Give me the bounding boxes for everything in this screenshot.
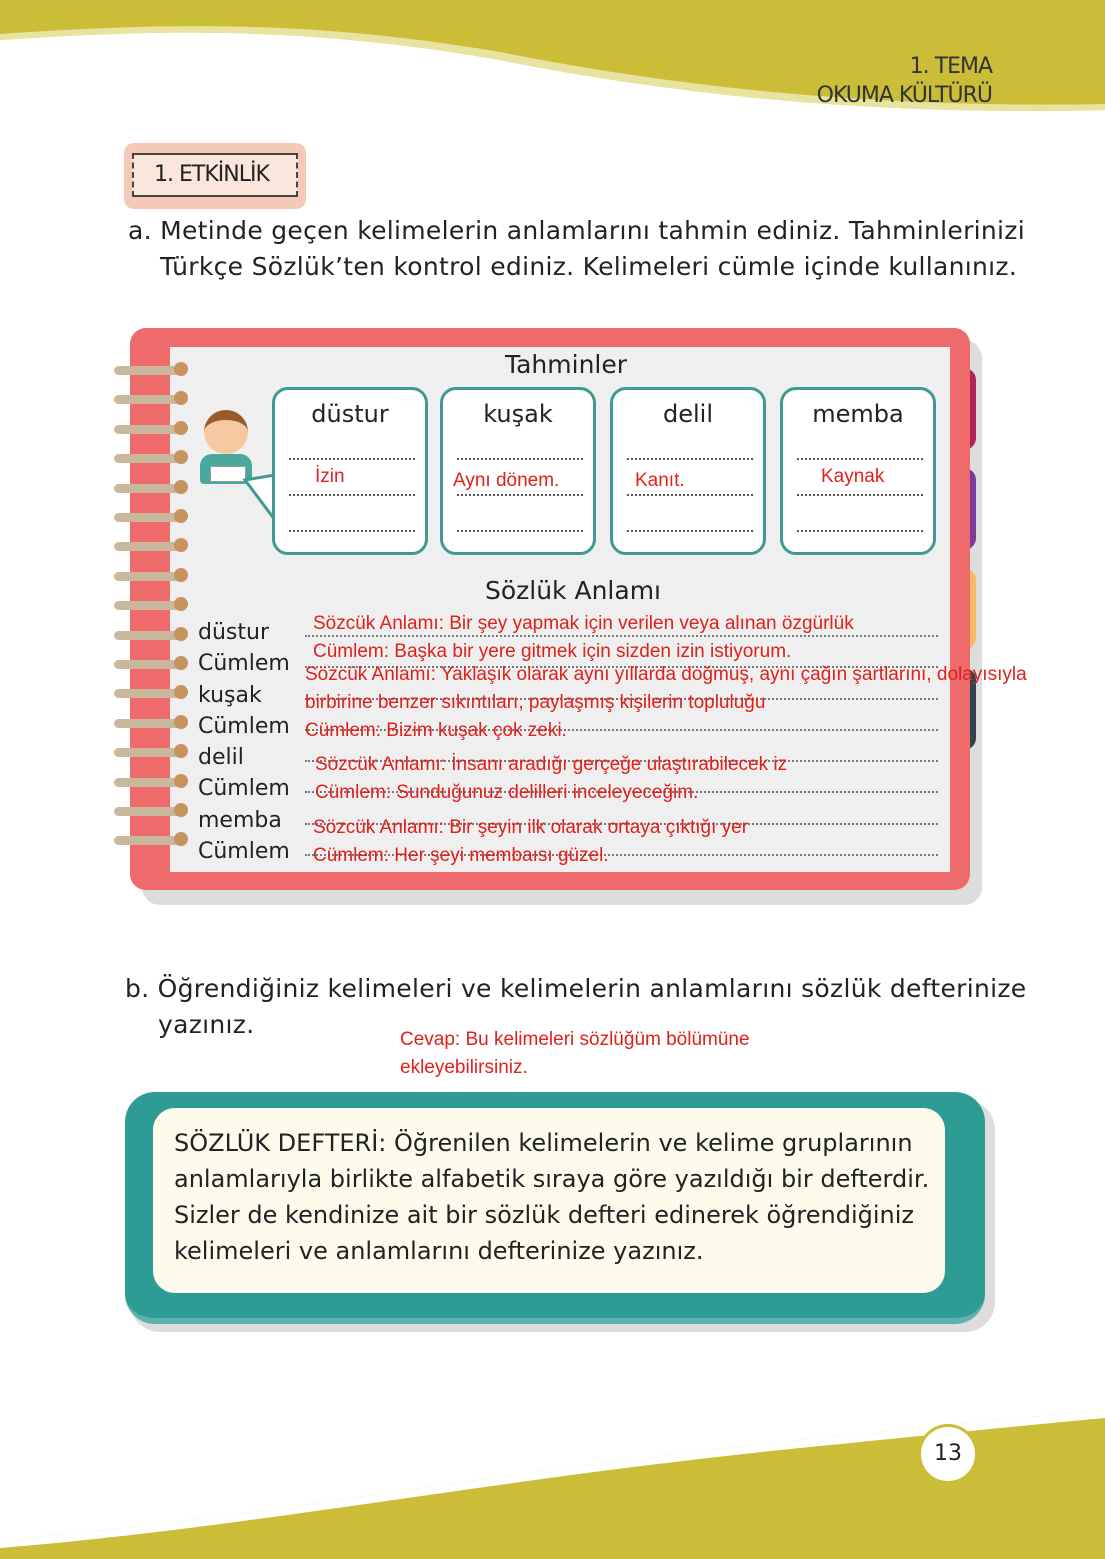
- row-label: Cümlem: [198, 651, 290, 676]
- spiral-ring: [114, 660, 186, 669]
- dictionary-answer: birbirine benzer sıkıntıları, paylaşmış kişilerin topluluğu: [305, 692, 766, 713]
- spiral-ring: [114, 689, 186, 698]
- spiral-ring: [114, 778, 186, 787]
- dictionary-answer: Cümlem: Her şeyi membaısı güzel.: [313, 845, 609, 866]
- card-answer: Kanıt.: [635, 470, 685, 491]
- card-answer: İzin: [315, 466, 345, 487]
- card-word: delil: [662, 400, 713, 428]
- dictionary-answer: Sözcük Anlamı: Yaklaşık olarak aynı yıllarda doğmuş, aynı çağın şartlarını, dolayısıyla: [305, 664, 1027, 685]
- info-box-text: [174, 1125, 929, 1269]
- dictionary-answer: Cümlem: Sunduğunuz delilleri inceleyeceğim.: [315, 782, 699, 803]
- dictionary-answer: Sözcük Anlamı: Bir şeyin ilk olarak ortaya çıktığı yer: [313, 817, 749, 838]
- activity-banner: [124, 143, 306, 209]
- guess-card: [780, 387, 936, 555]
- guess-card: [440, 387, 596, 555]
- instruction-b-line2: yazınız.: [158, 1010, 255, 1039]
- card-answer: Aynı dönem.: [453, 470, 560, 491]
- dictionary-answer: Cümlem: Bizim kuşak çok zeki.: [305, 720, 567, 741]
- info-line: Sizler de kendinize ait bir sözlük defteri edinerek öğrendiğiniz: [174, 1201, 915, 1229]
- card-answer: Kaynak: [821, 466, 885, 487]
- spiral-ring: [114, 395, 186, 404]
- dictionary-answer: Sözcük Anlamı: Bir şey yapmak için verilen veya alınan özgürlük: [313, 613, 854, 634]
- guess-card: [272, 387, 428, 555]
- card-word: memba: [812, 400, 904, 428]
- spiral-ring: [114, 748, 186, 757]
- guesses-title: Tahminler: [504, 350, 628, 379]
- guess-card: [610, 387, 766, 555]
- row-label: düstur: [198, 620, 269, 645]
- dictionary-answer: Cümlem: Başka bir yere gitmek için sizden izin istiyorum.: [313, 641, 792, 662]
- card-word: düstur: [311, 400, 389, 428]
- row-label: delil: [198, 745, 244, 770]
- dictionary-title: Sözlük Anlamı: [484, 576, 661, 605]
- spiral-ring: [114, 425, 186, 434]
- instruction-a-line2: Türkçe Sözlük’ten kontrol ediniz. Kelimeleri cümle içinde kullanınız.: [160, 252, 1018, 281]
- spiral-ring: [114, 719, 186, 728]
- answer-b-line2: ekleyebilirsiniz.: [400, 1057, 528, 1078]
- instruction-a-line1: a. Metinde geçen kelimelerin anlamlarını tahmin ediniz. Tahminlerinizi: [128, 216, 1025, 245]
- info-line: SÖZLÜK DEFTERİ: Öğrenilen kelimelerin ve kelime gruplarının: [174, 1129, 913, 1157]
- dotted-line: [305, 635, 938, 637]
- activity-label: 1. ETKİNLİK: [132, 153, 298, 197]
- spiral-ring: [114, 631, 186, 640]
- row-label: kuşak: [198, 683, 262, 708]
- instruction-b-line1: b. Öğrendiğiniz kelimeleri ve kelimelerin anlamlarını sözlük defterinize: [125, 974, 1027, 1003]
- info-line: anlamlarıyla birlikte alfabetik sıraya göre yazıldığı bir defterdir.: [174, 1165, 930, 1193]
- spiral-ring: [114, 807, 186, 816]
- row-label: Cümlem: [198, 839, 290, 864]
- answer-b-line1: Cevap: Bu kelimeleri sözlüğüm bölümüne: [400, 1029, 750, 1050]
- row-label: Cümlem: [198, 776, 290, 801]
- row-label: memba: [198, 808, 282, 833]
- info-line: kelimeleri ve anlamlarını defterinize yazınız.: [174, 1237, 704, 1265]
- spiral-ring: [114, 542, 186, 551]
- spiral-ring: [114, 513, 186, 522]
- page-number-badge: 13: [918, 1424, 978, 1484]
- card-word: kuşak: [483, 400, 553, 428]
- theme-number: 1. TEMA: [909, 54, 992, 79]
- row-label: Cümlem: [198, 714, 290, 739]
- spiral-ring: [114, 836, 186, 845]
- dictionary-answer: Sözcük Anlamı: İnsanı aradığı gerçeğe ulaştırabilecek iz: [315, 754, 788, 775]
- spiral-ring: [114, 484, 186, 493]
- theme-title: OKUMA KÜLTÜRÜ: [816, 83, 992, 108]
- spiral-ring: [114, 454, 186, 463]
